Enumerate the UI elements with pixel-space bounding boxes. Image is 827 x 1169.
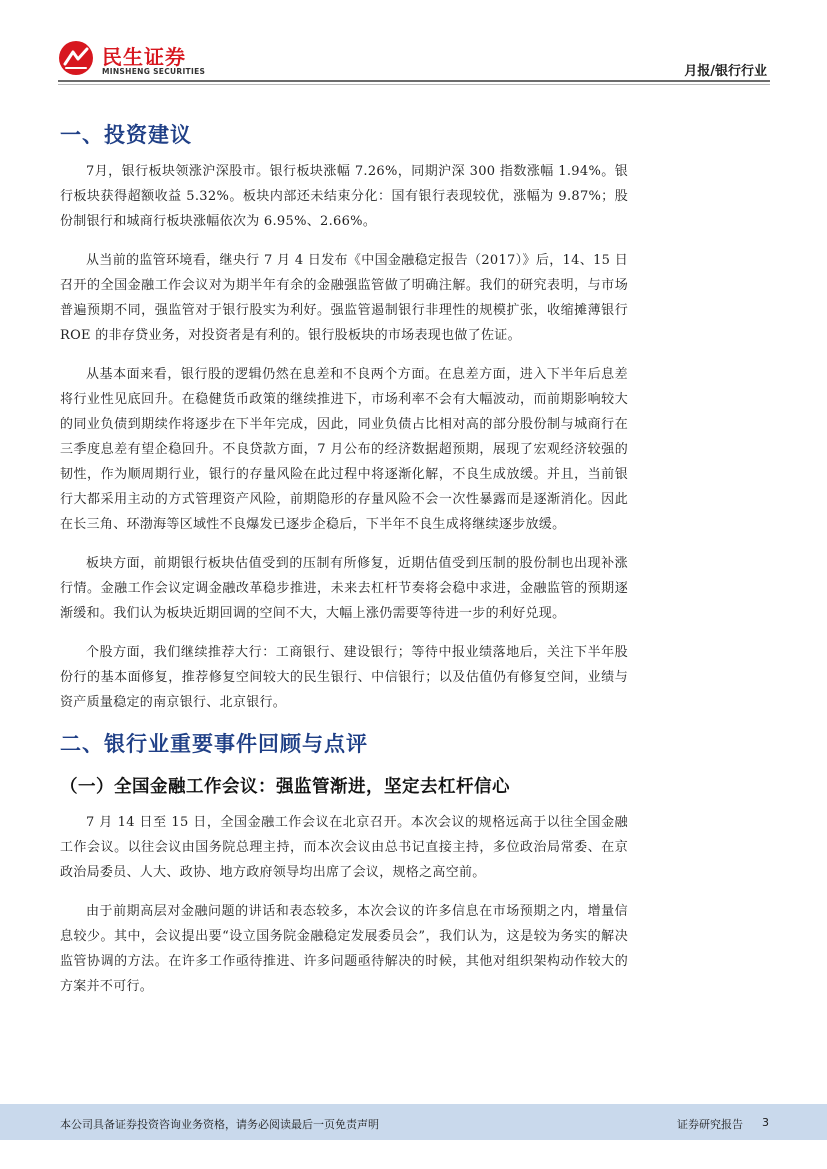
- report-type-label: 月报/银行行业: [684, 64, 767, 79]
- section-title-investment-advice: 一、投资建议: [60, 123, 192, 147]
- logo-chinese-name: 民生证券: [102, 45, 186, 69]
- logo-english-name: MINSHENG SECURITIES: [102, 67, 206, 76]
- section-title-industry-events: 二、银行业重要事件回顾与点评: [60, 732, 368, 756]
- page-footer: [0, 1104, 827, 1140]
- header-divider: [58, 80, 770, 82]
- header-divider-thin: [58, 84, 770, 85]
- paragraph: 板块方面，前期银行板块估值受到的压制有所修复，近期估值受到压制的股份制也出现补涨行情。金融工作会议定调金融改革稳步推进，未来去杠杆节奏将会稳中求进，金融监管的预期逐渐缓和。我们认为板块近期回调的空间不大，大幅上涨仍需要等待进一步的利好兑现。: [60, 556, 628, 621]
- paragraph: 7 月 14 日至 15 日，全国金融工作会议在北京召开。本次会议的规格远高于以往全国金融工作会议。以往会议由国务院总理主持，而本次会议由总书记直接主持，多位政治局常委、在京政治局委员、人大、政协、地方政府领导均出席了会议，规格之高空前。: [60, 815, 628, 880]
- paragraph: 个股方面，我们继续推荐大行：工商银行、建设银行；等待中报业绩落地后，关注下半年股份行的基本面修复，推荐修复空间较大的民生银行、中信银行；以及估值仍有修复空间，业绩与资产质量稳定的南京银行、北京银行。: [60, 645, 628, 710]
- footer-disclaimer: 本公司具备证券投资咨询业务资格，请务必阅读最后一页免责声明: [60, 1118, 379, 1131]
- paragraph: 7月，银行板块领涨沪深股市。银行板块涨幅 7.26%，同期沪深 300 指数涨幅 1.94%。银行板块获得超额收益 5.32%。板块内部还未结束分化：国有银行表现较优，涨幅为 9.87%；股份制银行和城商行板块涨幅依次为 6.95%、2.66%。: [60, 164, 628, 229]
- page-header: [0, 0, 827, 90]
- subsection-title-financial-work-conference: （一）全国金融工作会议：强监管渐进，坚定去杠杆信心: [60, 777, 510, 797]
- report-body: [60, 120, 628, 999]
- paragraph: 由于前期高层对金融问题的讲话和表态较多，本次会议的许多信息在市场预期之内，增量信息较少。其中，会议提出要“设立国务院金融稳定发展委员会”，我们认为，这是较为务实的解决监管协调的方法。在许多工作亟待推进、许多问题亟待解决的时候，其他对组织架构动作较大的方案并不可行。: [60, 904, 628, 994]
- paragraph: 从当前的监管环境看，继央行 7 月 4 日发布《中国金融稳定报告（2017）》后，14、15 日召开的全国金融工作会议对为期半年有余的金融强监管做了明确注解。我们的研究表明，与市场普遍预期不同，强监管对于银行股实为利好。强监管遏制银行非理性的规模扩张，收缩摊薄银行 ROE 的非存贷业务，对投资者是有利的。银行股板块的市场表现也做了佐证。: [60, 253, 628, 343]
- footer-report-label: 证券研究报告: [677, 1118, 743, 1131]
- paragraph: 从基本面来看，银行股的逻辑仍然在息差和不良两个方面。在息差方面，进入下半年后息差将行业性见底回升。在稳健货币政策的继续推进下，市场利率不会有大幅波动，而前期影响较大的同业负债到期续作将逐步在下半年完成，因此，同业负债占比相对高的部分股份制与城商行在三季度息差有望企稳回升。不良贷款方面，7 月公布的经济数据超预期，展现了宏观经济较强的韧性，作为顺周期行业，银行的存量风险在此过程中将逐渐化解，不良生成放缓。并且，当前银行大都采用主动的方式管理资产风险，前期隐形的存量风险不会一次性暴露而是逐渐消化。因此在长三角、环渤海等区域性不良爆发已逐步企稳后，下半年不良生成将继续逐步放缓。: [60, 367, 628, 532]
- minsheng-logo: [58, 40, 208, 80]
- minsheng-logo-icon: [58, 40, 94, 76]
- page-number: 3: [762, 1116, 769, 1129]
